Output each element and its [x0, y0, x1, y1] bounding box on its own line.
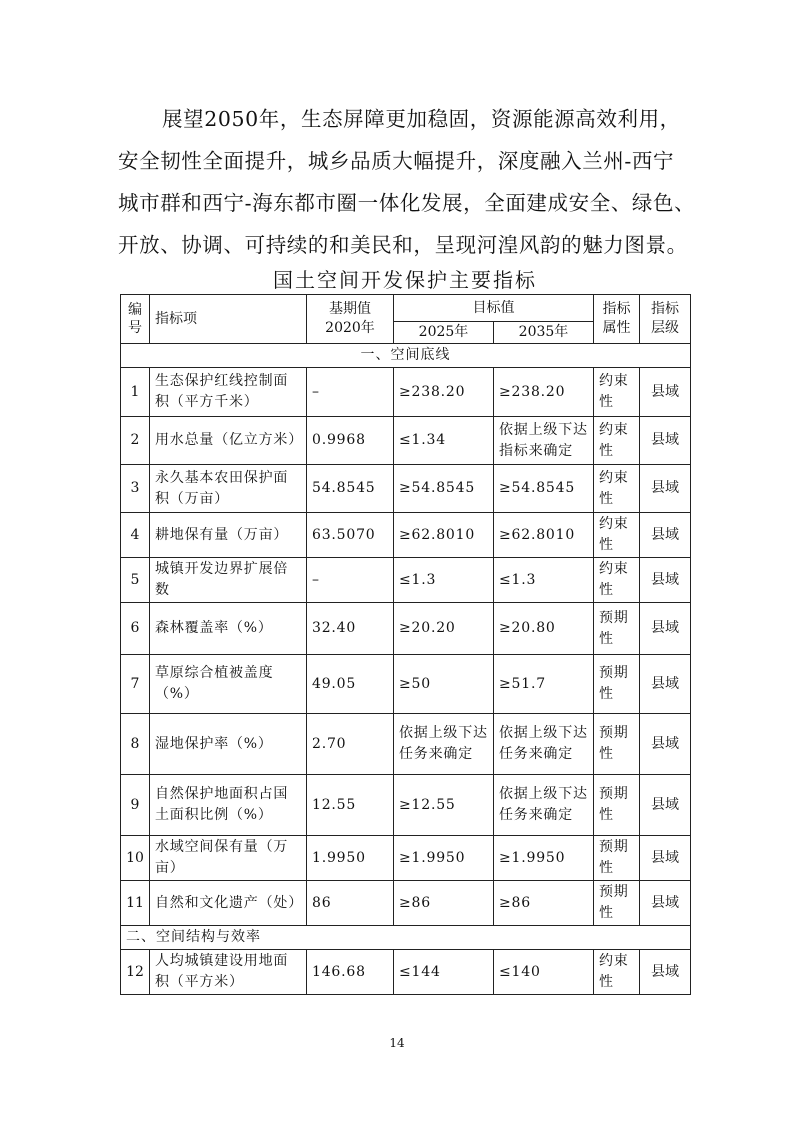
cell-attr: 约束性: [594, 558, 640, 603]
cell-attr: 约束性: [594, 368, 640, 417]
cell-attr: 预期性: [594, 836, 640, 881]
cell-num: 11: [121, 881, 150, 926]
header-item: 指标项: [150, 295, 307, 344]
indicator-table: [120, 294, 691, 995]
table-body: [121, 344, 691, 995]
paragraph-line: 展望2050年，生态屏障更加稳固，资源能源高效利用，: [162, 107, 681, 131]
cell-base: 146.68: [307, 950, 394, 995]
table-row: [121, 775, 691, 836]
header-level: 指标层级: [640, 295, 691, 344]
cell-base: 63.5070: [307, 513, 394, 558]
cell-y2025: ≥12.55: [394, 775, 494, 836]
cell-y2025: ≥86: [394, 881, 494, 926]
cell-attr: 约束性: [594, 465, 640, 513]
paragraph-line: 城市群和西宁-海东都市圈一体化发展，全面建成安全、绿色、: [118, 191, 696, 215]
cell-attr: 约束性: [594, 950, 640, 995]
cell-y2035: 依据上级下达指标来确定: [494, 417, 594, 465]
section-row: [121, 344, 691, 368]
cell-level: 县域: [640, 655, 691, 714]
cell-attr: 预期性: [594, 881, 640, 926]
paragraph-line: 安全韧性全面提升，城乡品质大幅提升，深度融入兰州-西宁: [118, 149, 675, 173]
cell-num: 2: [121, 417, 150, 465]
cell-item: 城镇开发边界扩展倍数: [150, 558, 307, 603]
cell-attr: 预期性: [594, 603, 640, 655]
cell-level: 县域: [640, 836, 691, 881]
cell-y2035: ≥238.20: [494, 368, 594, 417]
cell-level: 县域: [640, 881, 691, 926]
cell-base: 49.05: [307, 655, 394, 714]
cell-num: 1: [121, 368, 150, 417]
table-title: 国土空间开发保护主要指标: [273, 268, 537, 292]
header-attr: 指标属性: [594, 295, 640, 344]
cell-level: 县域: [640, 558, 691, 603]
cell-base: 32.40: [307, 603, 394, 655]
cell-y2035: 依据上级下达任务来确定: [494, 714, 594, 775]
section-title: 一、空间底线: [121, 344, 691, 368]
table-row: [121, 950, 691, 995]
cell-y2035: ≤1.3: [494, 558, 594, 603]
cell-num: 4: [121, 513, 150, 558]
page-number: 14: [389, 1036, 405, 1050]
cell-y2025: ≥20.20: [394, 603, 494, 655]
cell-base: 86: [307, 881, 394, 926]
table-row: [121, 368, 691, 417]
cell-y2035: 依据上级下达任务来确定: [494, 775, 594, 836]
cell-y2035: ≥86: [494, 881, 594, 926]
cell-base: 1.9950: [307, 836, 394, 881]
cell-y2035: ≤140: [494, 950, 594, 995]
cell-base: 0.9968: [307, 417, 394, 465]
cell-item: 人均城镇建设用地面积（平方米）: [150, 950, 307, 995]
section-title: 二、空间结构与效率: [121, 926, 691, 950]
table-row: [121, 558, 691, 603]
cell-item: 湿地保护率（%）: [150, 714, 307, 775]
cell-base: 2.70: [307, 714, 394, 775]
cell-y2025: ≥62.8010: [394, 513, 494, 558]
cell-num: 12: [121, 950, 150, 995]
cell-item: 森林覆盖率（%）: [150, 603, 307, 655]
header-2025: 2025年: [394, 322, 494, 344]
cell-num: 8: [121, 714, 150, 775]
cell-y2025: ≥54.8545: [394, 465, 494, 513]
cell-level: 县域: [640, 417, 691, 465]
header-2035: 2035年: [494, 322, 594, 344]
table-row: [121, 465, 691, 513]
cell-y2025: ≥238.20: [394, 368, 494, 417]
table-row: [121, 513, 691, 558]
cell-item: 草原综合植被盖度（%）: [150, 655, 307, 714]
table-row: [121, 417, 691, 465]
cell-y2025: ≥50: [394, 655, 494, 714]
cell-attr: 预期性: [594, 714, 640, 775]
cell-base: 54.8545: [307, 465, 394, 513]
cell-y2025: ≤1.34: [394, 417, 494, 465]
table-row: [121, 836, 691, 881]
cell-y2025: ≥1.9950: [394, 836, 494, 881]
cell-y2035: ≥62.8010: [494, 513, 594, 558]
cell-level: 县域: [640, 603, 691, 655]
cell-num: 9: [121, 775, 150, 836]
cell-attr: 约束性: [594, 417, 640, 465]
cell-attr: 预期性: [594, 655, 640, 714]
section-row: [121, 926, 691, 950]
cell-num: 5: [121, 558, 150, 603]
table-row: [121, 714, 691, 775]
cell-num: 6: [121, 603, 150, 655]
cell-base: –: [307, 558, 394, 603]
cell-y2035: ≥51.7: [494, 655, 594, 714]
cell-num: 7: [121, 655, 150, 714]
table-header-row: [121, 295, 691, 322]
cell-y2035: ≥20.80: [494, 603, 594, 655]
intro-paragraph: [118, 98, 698, 266]
header-target: 目标值: [394, 295, 594, 322]
cell-y2035: ≥1.9950: [494, 836, 594, 881]
cell-item: 永久基本农田保护面积（万亩）: [150, 465, 307, 513]
cell-item: 耕地保有量（万亩）: [150, 513, 307, 558]
cell-y2025: 依据上级下达任务来确定: [394, 714, 494, 775]
table-row: [121, 603, 691, 655]
cell-level: 县域: [640, 513, 691, 558]
cell-level: 县域: [640, 465, 691, 513]
cell-attr: 约束性: [594, 513, 640, 558]
cell-level: 县域: [640, 368, 691, 417]
cell-y2025: ≤1.3: [394, 558, 494, 603]
cell-y2035: ≥54.8545: [494, 465, 594, 513]
cell-num: 3: [121, 465, 150, 513]
header-base: 基期值2020年: [307, 295, 394, 344]
cell-base: 12.55: [307, 775, 394, 836]
cell-num: 10: [121, 836, 150, 881]
cell-level: 县域: [640, 950, 691, 995]
cell-level: 县域: [640, 775, 691, 836]
paragraph-line: 开放、协调、可持续的和美民和，呈现河湟风韵的魅力图景。: [118, 233, 688, 257]
table-row: [121, 881, 691, 926]
cell-item: 水域空间保有量（万亩）: [150, 836, 307, 881]
cell-item: 自然和文化遗产（处）: [150, 881, 307, 926]
cell-level: 县域: [640, 714, 691, 775]
cell-item: 用水总量（亿立方米）: [150, 417, 307, 465]
header-num: 编号: [121, 295, 150, 344]
cell-y2025: ≤144: [394, 950, 494, 995]
cell-base: –: [307, 368, 394, 417]
cell-item: 自然保护地面积占国土面积比例（%）: [150, 775, 307, 836]
cell-item: 生态保护红线控制面积（平方千米）: [150, 368, 307, 417]
cell-attr: 预期性: [594, 775, 640, 836]
table-row: [121, 655, 691, 714]
